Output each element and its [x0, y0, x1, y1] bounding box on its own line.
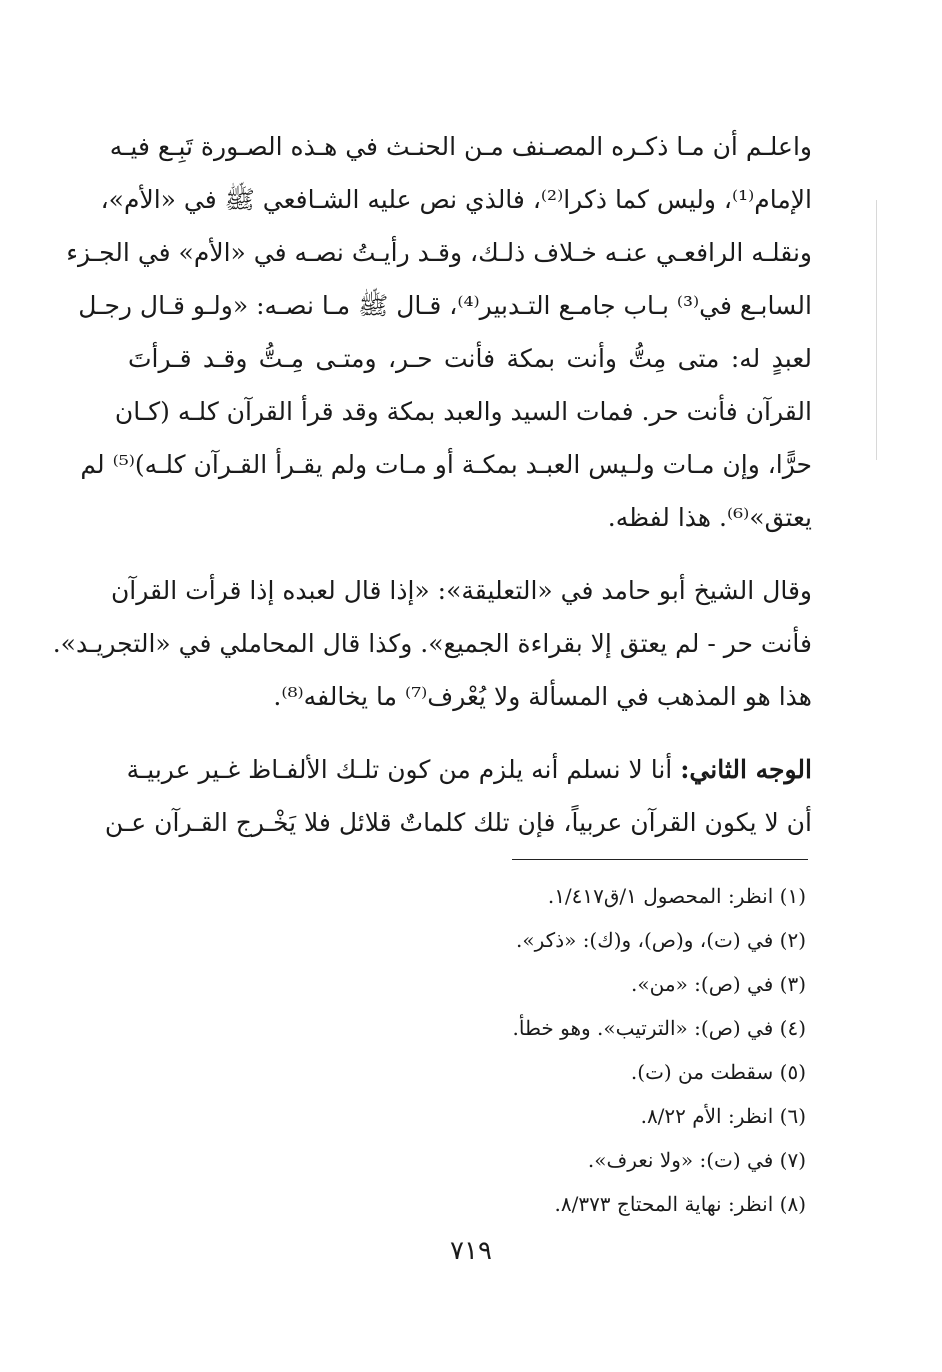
footnote-item: (٣) في (ص): «من». [631, 972, 806, 996]
paragraph-2 [52, 564, 812, 723]
main-text [52, 120, 812, 849]
text-line: فأنت حر - لم يعتق إلا بقراءة الجميع». وكذا قال المحاملي في «التجريـد». [52, 629, 812, 658]
footnote-item: (٦) انظر: الأم ٨/٢٢. [640, 1104, 806, 1128]
footnote-item: (٨) انظر: نهاية المحتاج ٨/٣٧٣. [554, 1192, 806, 1216]
footnote-item: (١) انظر: المحصول ١/ق١/٤١٧. [547, 884, 806, 908]
text-line [128, 743, 812, 796]
text-line: يعتق»⁽⁶⁾. هذا لفظه. [607, 503, 812, 532]
footnote-divider [512, 859, 808, 860]
text-fragment: أنا لا نسلم أنه يلزم من كون تلـك الألفـاظ غـير عربيـة [126, 755, 681, 784]
footnote-item: (٤) في (ص): «الترتيب». وهو خطأ. [512, 1016, 806, 1040]
scan-margin-mark [876, 200, 877, 460]
text-line: القرآن فأنت حر. فمات السيد والعبد بمكة وقد قرأ القرآن كلـه (كـان [114, 397, 812, 426]
footnote-item: (٢) في (ت)، و(ص)، و(ك): «ذكر». [516, 928, 806, 952]
text-line: وقال الشيخ أبو حامد في «التعليقة»: «إذا قال لعبده إذا قرأت القرآن [110, 576, 812, 605]
text-line: ونقلـه الرافعـي عنـه خـلاف ذلـك، وقـد رأيـتُ نصـه في «الأم» في الجـزء [66, 238, 812, 267]
paragraph-3 [104, 743, 812, 849]
footnote-item: (٧) في (ت): «ولا نعرف». [587, 1148, 806, 1172]
text-line: لعبدٍ له: متى مِتُّ وأنت بمكة فأنت حـر، ومتـى مِـتُّ وقـد قـرأتَ [128, 344, 812, 373]
text-line: الإمام⁽¹⁾، وليس كما ذكرا⁽²⁾، فالذي نص عليه الشـافعي ﷺ في «الأم»، [100, 185, 812, 214]
text-line: هذا هو المذهب في المسألة ولا يُعْرف⁽⁷⁾ ما يخالفه⁽⁸⁾. [273, 682, 812, 711]
page-number: ٧١٩ [450, 1236, 492, 1266]
paragraph-1 [66, 120, 812, 544]
footnotes [128, 874, 812, 1226]
footnote-item: (٥) سقطت من (ت). [630, 1060, 806, 1084]
text-line: أن لا يكون القرآن عربياً، فإن تلك كلماتٌ قلائل فلا يَخْـرج القـرآن عـن [104, 808, 812, 837]
text-line: واعلـم أن مـا ذكـره المصـنف مـن الحنـث في هـذه الصـورة تَبِـع فيـه [109, 132, 812, 161]
text-line: حرًّا، وإن مـات ولـيس العبـد بمكـة أو مـات ولم يقـرأ القـرآن كلـه)⁽⁵⁾ لم [80, 450, 812, 479]
text-line: السابـع في⁽³⁾ بـاب جامـع التـدبير⁽⁴⁾، قـال ﷺ مـا نصـه: «ولـو قـال رجـل [78, 291, 812, 320]
section-lead: الوجه الثاني: [680, 755, 812, 784]
